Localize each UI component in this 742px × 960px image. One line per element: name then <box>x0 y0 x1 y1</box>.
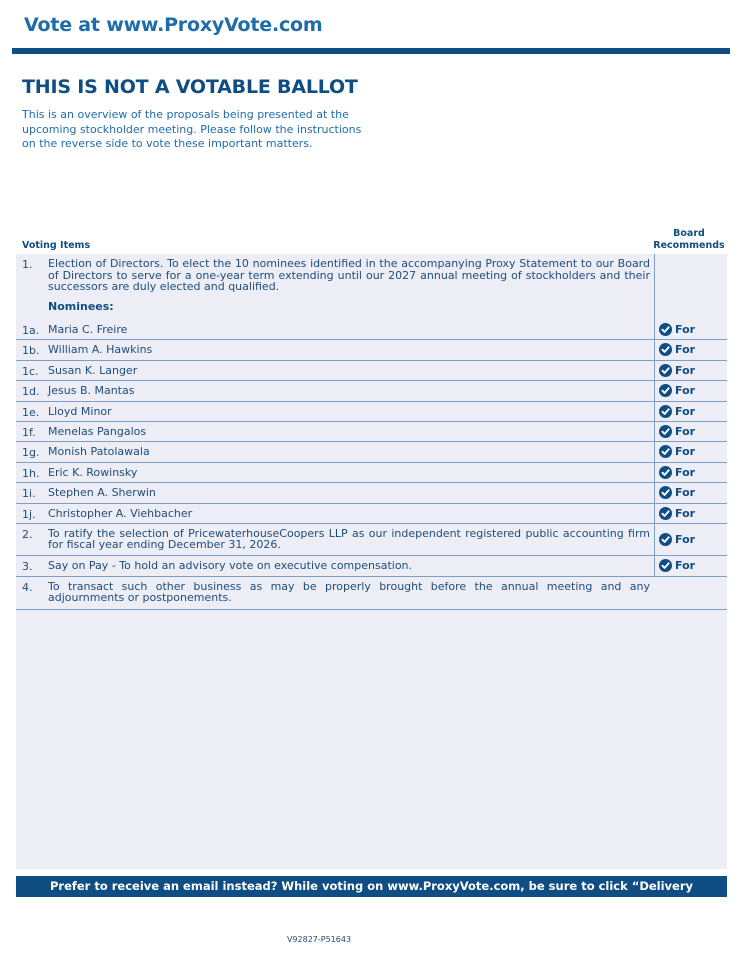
recommendation-label: For <box>675 532 696 546</box>
recommendation-for <box>659 364 695 377</box>
check-circle-icon <box>659 507 672 520</box>
nominee-name: Stephen A. Sherwin <box>48 486 156 500</box>
nominee-number: 1c. <box>22 364 39 378</box>
nominee-name: Monish Patolawala <box>48 445 150 459</box>
nominee-number: 1f. <box>22 425 36 439</box>
check-circle-icon <box>659 486 672 499</box>
nominee-row <box>16 361 727 381</box>
proposal-row-3 <box>16 556 727 576</box>
recommendation-cell <box>654 254 727 320</box>
nominee-number: 1b. <box>22 344 40 358</box>
proposal-row-2 <box>16 524 727 557</box>
nominee-name: Jesus B. Mantas <box>48 384 135 398</box>
ballot-title: THIS IS NOT A VOTABLE BALLOT <box>22 76 358 98</box>
nominee-name: Lloyd Minor <box>48 404 112 418</box>
recommendation-label: For <box>675 559 696 573</box>
check-circle-icon <box>659 343 672 356</box>
nominee-number: 1e. <box>22 405 40 419</box>
check-circle-icon <box>659 533 672 546</box>
proposal-row-4 <box>16 577 727 610</box>
proposal-number: 1. <box>22 258 33 271</box>
recommendation-for <box>659 384 695 397</box>
proposal-number: 4. <box>22 580 33 594</box>
nominee-name: Susan K. Langer <box>48 363 138 377</box>
document-code: V92827-P51643 <box>286 935 352 944</box>
nominee-row <box>16 402 727 422</box>
nominee-number: 1h. <box>22 466 40 480</box>
check-circle-icon <box>659 466 672 479</box>
recommendation-for <box>659 343 695 356</box>
recommendation-cell <box>654 556 727 575</box>
voting-items-table <box>16 254 727 869</box>
nominee-name: Maria C. Freire <box>48 323 128 336</box>
nominee-name: Christopher A. Viehbacher <box>48 506 193 520</box>
recommendation-label: For <box>675 384 696 398</box>
nominee-list <box>16 320 727 524</box>
intro-text: This is an overview of the proposals being presented at the upcoming stockholder meeting. Please follow the instructions on the reverse side to vote these important matters. <box>22 108 362 150</box>
nominee-name: Menelas Pangalos <box>48 424 147 438</box>
recommendation-for <box>659 323 695 336</box>
nominee-number: 1g. <box>22 446 40 460</box>
proposal-number: 3. <box>22 560 33 574</box>
column-header-board-line2: Recommends <box>653 239 725 251</box>
recommendation-label: For <box>675 486 696 500</box>
recommendation-label: For <box>675 363 696 377</box>
proposal-text: Election of Directors. To elect the 10 nominees identified in the accompanying Proxy Statement to our Board of Directors to serve for a one-year term extending until our 2027 annual meeting of stockholders and their successors are duly elected and qualified. <box>48 257 650 293</box>
check-circle-icon <box>659 364 672 377</box>
nominee-row <box>16 340 727 360</box>
proposal-text: Say on Pay - To hold an advisory vote on executive compensation. <box>48 559 413 573</box>
recommendation-label: For <box>675 506 696 520</box>
recommendation-cell <box>654 361 727 380</box>
nominee-row <box>16 483 727 503</box>
nominee-name: Eric K. Rowinsky <box>48 465 138 479</box>
proposal-text: To transact such other business as may be properly brought before the annual meeting and any adjournments or postponements. <box>48 579 650 605</box>
proposal-number: 2. <box>22 527 33 541</box>
header-title: Vote at www.ProxyVote.com <box>24 14 323 36</box>
nominee-row <box>16 320 727 340</box>
nominee-name: William A. Hawkins <box>48 343 153 357</box>
nominee-row <box>16 463 727 483</box>
check-circle-icon <box>659 425 672 438</box>
recommendation-label: For <box>675 343 696 357</box>
recommendation-label: For <box>675 424 696 438</box>
proposal-row-1 <box>16 254 727 320</box>
nominee-number: 1a. <box>22 324 40 337</box>
proposal-text: To ratify the selection of PricewaterhouseCoopers LLP as our independent registered public accounting firm for fiscal year ending December 31, 2026. <box>48 526 650 552</box>
recommendation-for <box>659 507 695 520</box>
recommendation-cell <box>654 402 727 421</box>
recommendation-for <box>659 466 695 479</box>
header-divider <box>12 48 730 54</box>
recommendation-for <box>659 405 695 418</box>
recommendation-cell <box>654 340 727 359</box>
nominee-number: 1d. <box>22 385 40 399</box>
nominee-row <box>16 422 727 442</box>
check-circle-icon <box>659 559 672 572</box>
nominee-row <box>16 442 727 462</box>
recommendation-label: For <box>675 445 696 459</box>
recommendation-for <box>659 559 695 572</box>
nominee-row <box>16 504 727 524</box>
recommendation-cell <box>654 483 727 502</box>
recommendation-for <box>659 533 695 546</box>
nominee-number: 1j. <box>22 507 36 521</box>
check-circle-icon <box>659 384 672 397</box>
recommendation-cell <box>654 524 727 556</box>
recommendation-cell <box>654 422 727 441</box>
table-header <box>16 226 727 254</box>
recommendation-label: For <box>675 404 696 418</box>
check-circle-icon <box>659 445 672 458</box>
nominee-number: 1i. <box>22 487 36 501</box>
recommendation-label: For <box>675 323 696 336</box>
recommendation-cell <box>654 463 727 482</box>
column-header-board-line1: Board <box>673 228 705 239</box>
nominees-label: Nominees: <box>48 299 114 313</box>
recommendation-label: For <box>675 465 696 479</box>
recommendation-cell <box>654 442 727 461</box>
recommendation-cell <box>654 320 727 339</box>
recommendation-for <box>659 445 695 458</box>
recommendation-cell <box>654 381 727 400</box>
recommendation-for <box>659 425 695 438</box>
column-header-board-recommends <box>653 228 725 251</box>
footer-banner: Prefer to receive an email instead? While voting on www.ProxyVote.com, be sure to click “Delivery Settings”. <box>16 876 727 897</box>
recommendation-for <box>659 486 695 499</box>
recommendation-cell <box>654 504 727 523</box>
check-circle-icon <box>659 323 672 336</box>
nominee-row <box>16 381 727 401</box>
column-header-voting-items: Voting Items <box>22 240 91 251</box>
check-circle-icon <box>659 405 672 418</box>
